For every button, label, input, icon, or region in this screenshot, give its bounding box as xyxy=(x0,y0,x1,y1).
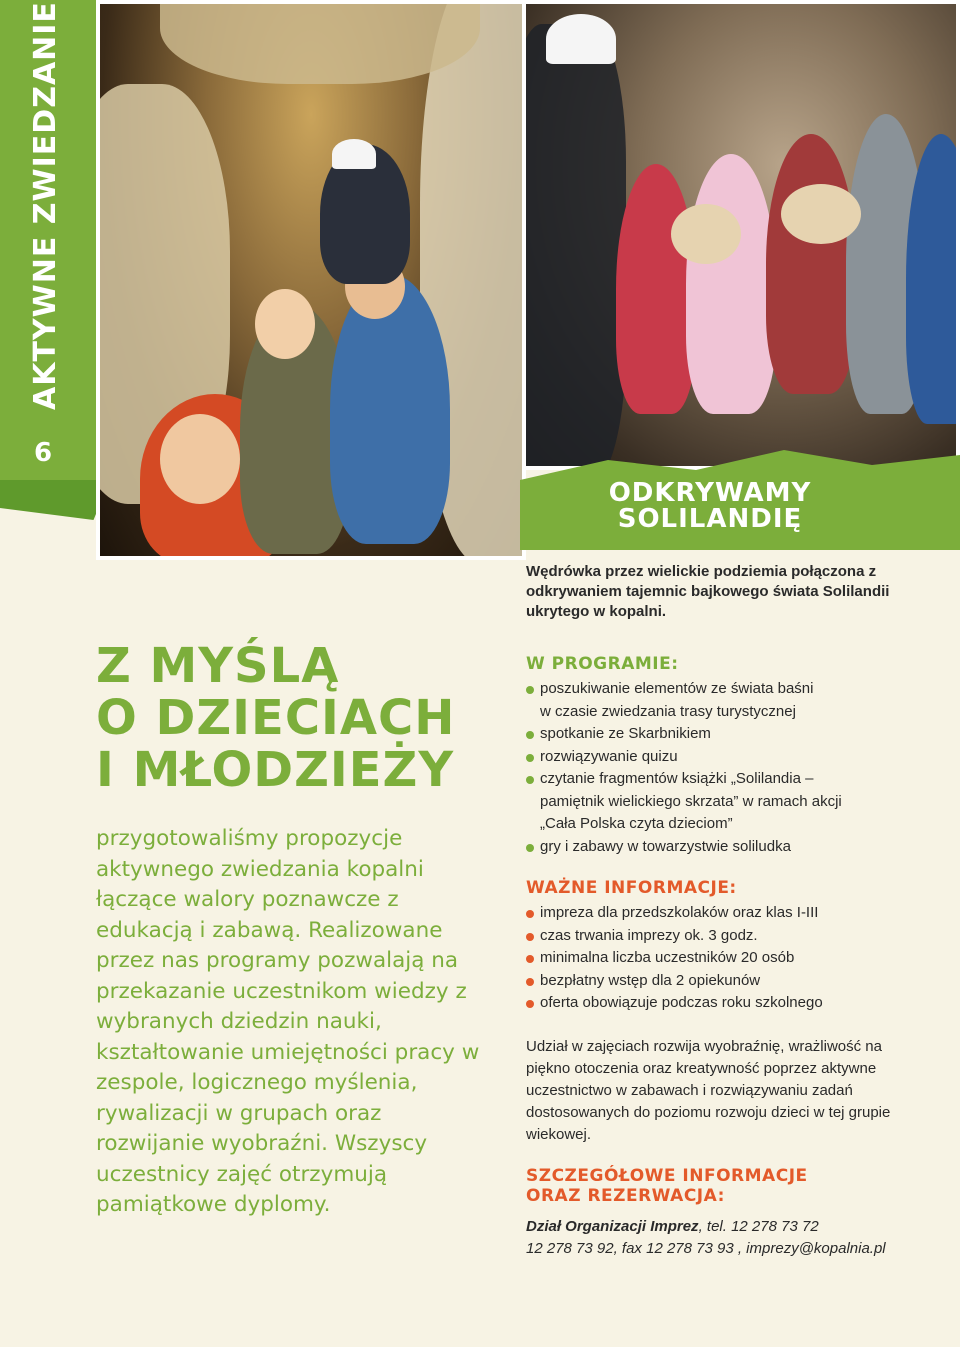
side-band-shade xyxy=(0,480,110,520)
bullet-icon xyxy=(526,754,534,762)
list-item: w czasie zwiedzania trasy turystycznej xyxy=(540,702,796,720)
department-name: Dział Organizacji Imprez xyxy=(526,1218,699,1235)
lead-paragraph: przygotowaliśmy propozycje aktywnego zwiedzania kopalni łączące walory poznawcze z edukacją i zabawą. Realizowane przez nas programy pozwalają na przekazanie uczestnikom wiedzy z wybranych dziedzin nauki, kształtowanie umiejętności pracy w zespole, logicznego myślenia, rywalizacji w grupach oraz rozwijanie wyobraźni. Wszyscy uczestnicy zajęć otrzymują pamiątkowe dyplomy. xyxy=(96,826,480,1217)
bullet-icon xyxy=(526,910,534,918)
details-label-line1: SZCZEGÓŁOWE INFORMACJE xyxy=(526,1166,808,1186)
page-number: 6 xyxy=(34,438,53,468)
list-item: czytanie fragmentów książki „Solilandia – xyxy=(526,768,926,791)
list-item: impreza dla przedszkolaków oraz klas I-III xyxy=(526,902,926,925)
details-section xyxy=(526,1166,926,1206)
intro-paragraph: Wędrówka przez wielickie podziemia połączona z odkrywaniem tajemnic bajkowego świata Solilandii ukrytego w kopalni. xyxy=(526,563,890,620)
program-list xyxy=(526,678,926,858)
photo-guide-with-children xyxy=(522,0,960,470)
banner-title xyxy=(560,480,860,532)
list-item: bezpłatny wstęp dla 2 opiekunów xyxy=(526,970,926,993)
heading-line3: I MŁODZIEŻY xyxy=(96,742,455,798)
program-section xyxy=(526,654,926,858)
bullet-icon xyxy=(526,955,534,963)
heading-line2: O DZIECIACH xyxy=(96,690,456,746)
bullet-icon xyxy=(526,844,534,852)
info-label: WAŻNE INFORMACJE: xyxy=(526,878,737,898)
program-label: W PROGRAMIE: xyxy=(526,654,679,674)
main-heading xyxy=(96,640,455,796)
list-item: oferta obowiązuje podczas roku szkolnego xyxy=(526,992,926,1015)
list-item: rozwiązywanie quizu xyxy=(526,746,926,769)
bullet-icon xyxy=(526,686,534,694)
list-item: poszukiwanie elementów ze świata baśni xyxy=(526,678,926,701)
section-title: AKTYWNE ZWIEDZANIE xyxy=(28,1,63,410)
contact-info xyxy=(526,1216,926,1260)
info-list xyxy=(526,902,926,1015)
banner-title-line2: SOLILANDIĘ xyxy=(617,504,803,534)
list-item: spotkanie ze Skarbnikiem xyxy=(526,723,926,746)
description-paragraph: Udział w zajęciach rozwija wyobraźnię, wrażliwość na piękno otoczenia oraz kreatywność poprzez aktywne uczestnictwo w zabawach i rozwiązywaniu zadań dostosowanych do poziomu rozwoju dzieci w tej grupie wiekowej. xyxy=(526,1038,891,1143)
list-item: czas trwania imprezy ok. 3 godz. xyxy=(526,925,926,948)
bullet-icon xyxy=(526,776,534,784)
bullet-icon xyxy=(526,978,534,986)
photo-children-in-mine-corridor xyxy=(96,0,526,560)
contact-phone: , tel. 12 278 73 72 xyxy=(698,1218,819,1235)
bullet-icon xyxy=(526,731,534,739)
details-label-line2: ORAZ REZERWACJA: xyxy=(526,1186,725,1206)
bullet-icon xyxy=(526,933,534,941)
bullet-icon xyxy=(526,1000,534,1008)
info-section xyxy=(526,878,926,1015)
list-item: gry i zabawy w towarzystwie soliludka xyxy=(526,836,926,859)
heading-line1: Z MYŚLĄ xyxy=(96,638,340,694)
list-item: pamiętnik wielickiego skrzata” w ramach akcji xyxy=(540,792,842,810)
banner-title-line1: ODKRYWAMY xyxy=(608,478,812,508)
list-item: „Cała Polska czyta dzieciom” xyxy=(540,815,733,832)
list-item: minimalna liczba uczestników 20 osób xyxy=(526,947,926,970)
contact-line2[interactable]: 12 278 73 92, fax 12 278 73 93 , imprezy@kopalnia.pl xyxy=(526,1240,886,1257)
